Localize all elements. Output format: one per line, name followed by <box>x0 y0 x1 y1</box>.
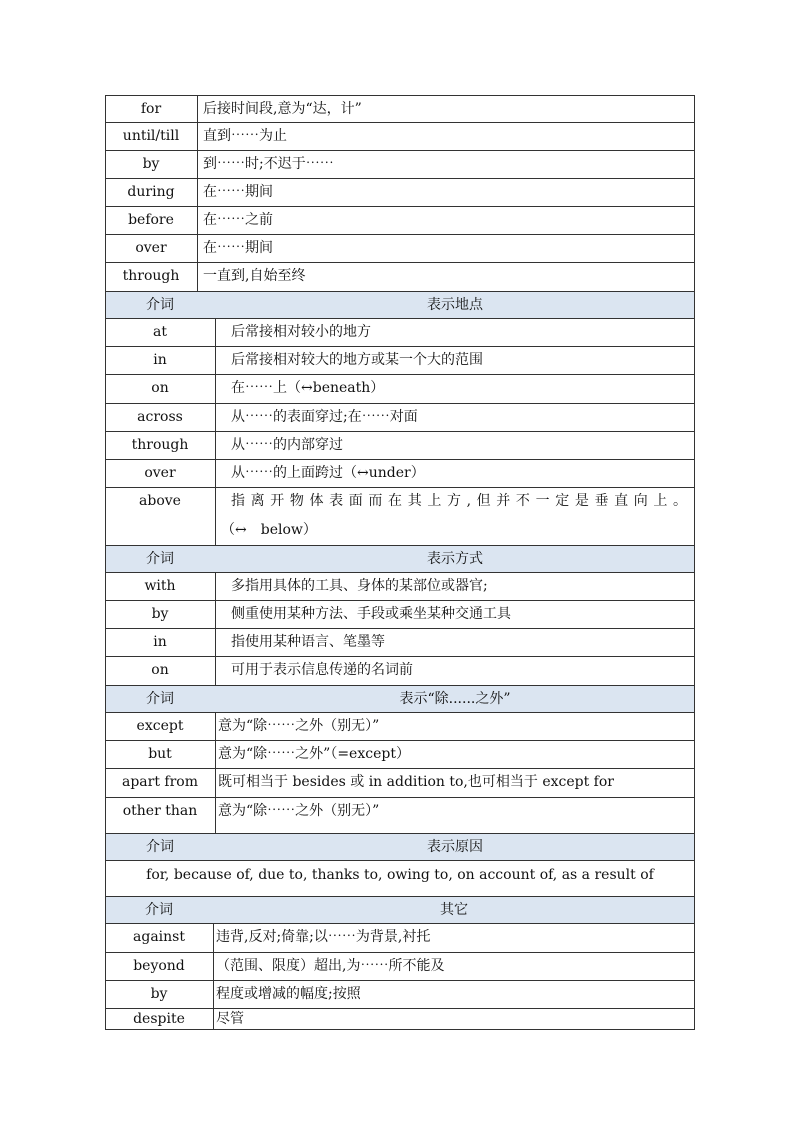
preposition-word: across <box>137 409 183 425</box>
preposition-word: by <box>151 606 169 622</box>
preposition-meaning: 意为“除⋯⋯之外（别无）” <box>218 803 380 819</box>
header-category: 表示地点 <box>427 297 483 313</box>
other-preposition-table <box>105 896 695 1030</box>
preposition-meaning: 指使用某种语言、笔墨等 <box>231 634 385 650</box>
preposition-meaning: 后常接相对较小的地方 <box>231 324 371 340</box>
except-preposition-table <box>105 685 695 833</box>
preposition-word: on <box>151 662 169 678</box>
preposition-meaning: 在⋯⋯期间 <box>203 184 273 200</box>
preposition-word: apart from <box>121 774 198 790</box>
column-divider <box>213 924 214 1030</box>
header-preposition: 介词 <box>146 839 174 855</box>
preposition-word: before <box>128 212 174 228</box>
table-row <box>105 263 695 291</box>
table-row <box>105 488 695 545</box>
manner-preposition-table <box>105 545 695 685</box>
cause-preposition-table <box>105 833 695 896</box>
preposition-word: in <box>153 634 167 650</box>
preposition-word: other than <box>122 803 198 819</box>
table-row <box>105 432 695 460</box>
time-preposition-table <box>105 95 695 291</box>
preposition-word: on <box>151 380 169 396</box>
column-divider <box>215 713 216 833</box>
preposition-meaning: 违背,反对;倚靠;以⋯⋯为背景,衬托 <box>216 929 431 945</box>
preposition-word: over <box>135 240 167 256</box>
table-header <box>105 545 695 573</box>
preposition-meaning: 一直到,自始至终 <box>203 268 306 284</box>
preposition-meaning-block <box>215 488 695 545</box>
preposition-word: except <box>136 718 184 734</box>
preposition-word: with <box>144 578 176 594</box>
preposition-meaning: 从⋯⋯的上面跨过（↔under） <box>231 465 425 481</box>
column-divider <box>215 319 216 545</box>
preposition-meaning: 后常接相对较大的地方或某一个大的范围 <box>231 352 483 368</box>
table-row <box>105 404 695 432</box>
table-row <box>105 769 695 798</box>
table-header <box>105 685 695 713</box>
table-row <box>105 151 695 179</box>
header-category: 表示“除......之外” <box>399 691 511 707</box>
header-preposition: 介词 <box>146 691 174 707</box>
table-row <box>105 657 695 685</box>
preposition-word: despite <box>133 1011 185 1027</box>
table-row <box>105 179 695 207</box>
preposition-word: through <box>122 268 180 284</box>
preposition-word: but <box>148 746 172 762</box>
preposition-word: for <box>140 101 162 117</box>
preposition-meaning: 多指用具体的工具、身体的某部位或器官; <box>231 578 488 594</box>
preposition-word: during <box>127 184 175 200</box>
table-row <box>105 235 695 263</box>
table-row <box>105 1009 695 1030</box>
table-row <box>105 981 695 1009</box>
table-row <box>105 460 695 488</box>
table-row <box>105 953 695 981</box>
table-row <box>105 741 695 769</box>
preposition-meaning: 可用于表示信息传递的名词前 <box>231 662 413 678</box>
preposition-word: above <box>139 493 181 509</box>
table-row <box>105 601 695 629</box>
table-row <box>105 861 695 896</box>
preposition-meaning-continued: （↔ below） <box>221 522 317 538</box>
table-row <box>105 629 695 657</box>
preposition-word: by <box>142 156 160 172</box>
table-row <box>105 375 695 404</box>
column-divider <box>197 95 198 291</box>
preposition-word: over <box>144 465 176 481</box>
table-row <box>105 798 695 833</box>
header-category: 表示方式 <box>427 551 483 567</box>
preposition-word: by <box>150 986 168 1002</box>
preposition-meaning: 后接时间段,意为“达，计” <box>203 101 362 117</box>
preposition-meaning: 侧重使用某种方法、手段或乘坐某种交通工具 <box>231 606 511 622</box>
header-category: 其它 <box>440 902 468 918</box>
preposition-meaning: 既可相当于 besides 或 in addition to,也可相当于 except for <box>218 774 614 790</box>
table-row <box>105 207 695 235</box>
header-preposition: 介词 <box>146 551 174 567</box>
preposition-meaning: 指离开物体表面而在其上方,但并不一定是垂直向上。 <box>231 493 689 509</box>
table-row <box>105 123 695 151</box>
preposition-word: beyond <box>133 958 185 974</box>
preposition-word: in <box>153 352 167 368</box>
preposition-meaning: （范围、限度）超出,为⋯⋯所不能及 <box>216 958 445 974</box>
header-preposition: 介词 <box>145 902 173 918</box>
preposition-meaning: 直到⋯⋯为止 <box>203 128 287 144</box>
header-category: 表示原因 <box>427 839 483 855</box>
preposition-meaning: 在⋯⋯期间 <box>203 240 273 256</box>
table-row <box>105 924 695 953</box>
column-divider <box>215 573 216 685</box>
preposition-word: through <box>131 437 189 453</box>
table-row <box>105 319 695 347</box>
table-row <box>105 347 695 375</box>
preposition-meaning: 到⋯⋯时;不迟于⋯⋯ <box>203 156 334 172</box>
preposition-word: at <box>153 324 167 340</box>
preposition-meaning: 从⋯⋯的内部穿过 <box>231 437 343 453</box>
table-row <box>105 95 695 123</box>
preposition-meaning: 意为“除⋯⋯之外”（=except） <box>218 746 410 762</box>
preposition-meaning: 在⋯⋯上（↔beneath） <box>231 380 385 396</box>
preposition-meaning: 在⋯⋯之前 <box>203 212 273 228</box>
table-header <box>105 291 695 319</box>
preposition-meaning: 程度或增减的幅度;按照 <box>216 986 361 1002</box>
table-header <box>105 833 695 861</box>
table-row <box>105 713 695 741</box>
preposition-word: until/till <box>122 128 180 144</box>
preposition-meaning: 意为“除⋯⋯之外（别无）” <box>218 718 380 734</box>
table-row <box>105 573 695 601</box>
preposition-word: against <box>133 929 185 945</box>
table-header <box>105 896 695 924</box>
place-preposition-table <box>105 291 695 545</box>
cause-preposition-list: for, because of, due to, thanks to, owing to, on account of, as a result of <box>146 867 654 883</box>
header-preposition: 介词 <box>146 297 174 313</box>
preposition-meaning: 尽管 <box>216 1011 244 1027</box>
preposition-meaning: 从⋯⋯的表面穿过;在⋯⋯对面 <box>231 409 418 425</box>
